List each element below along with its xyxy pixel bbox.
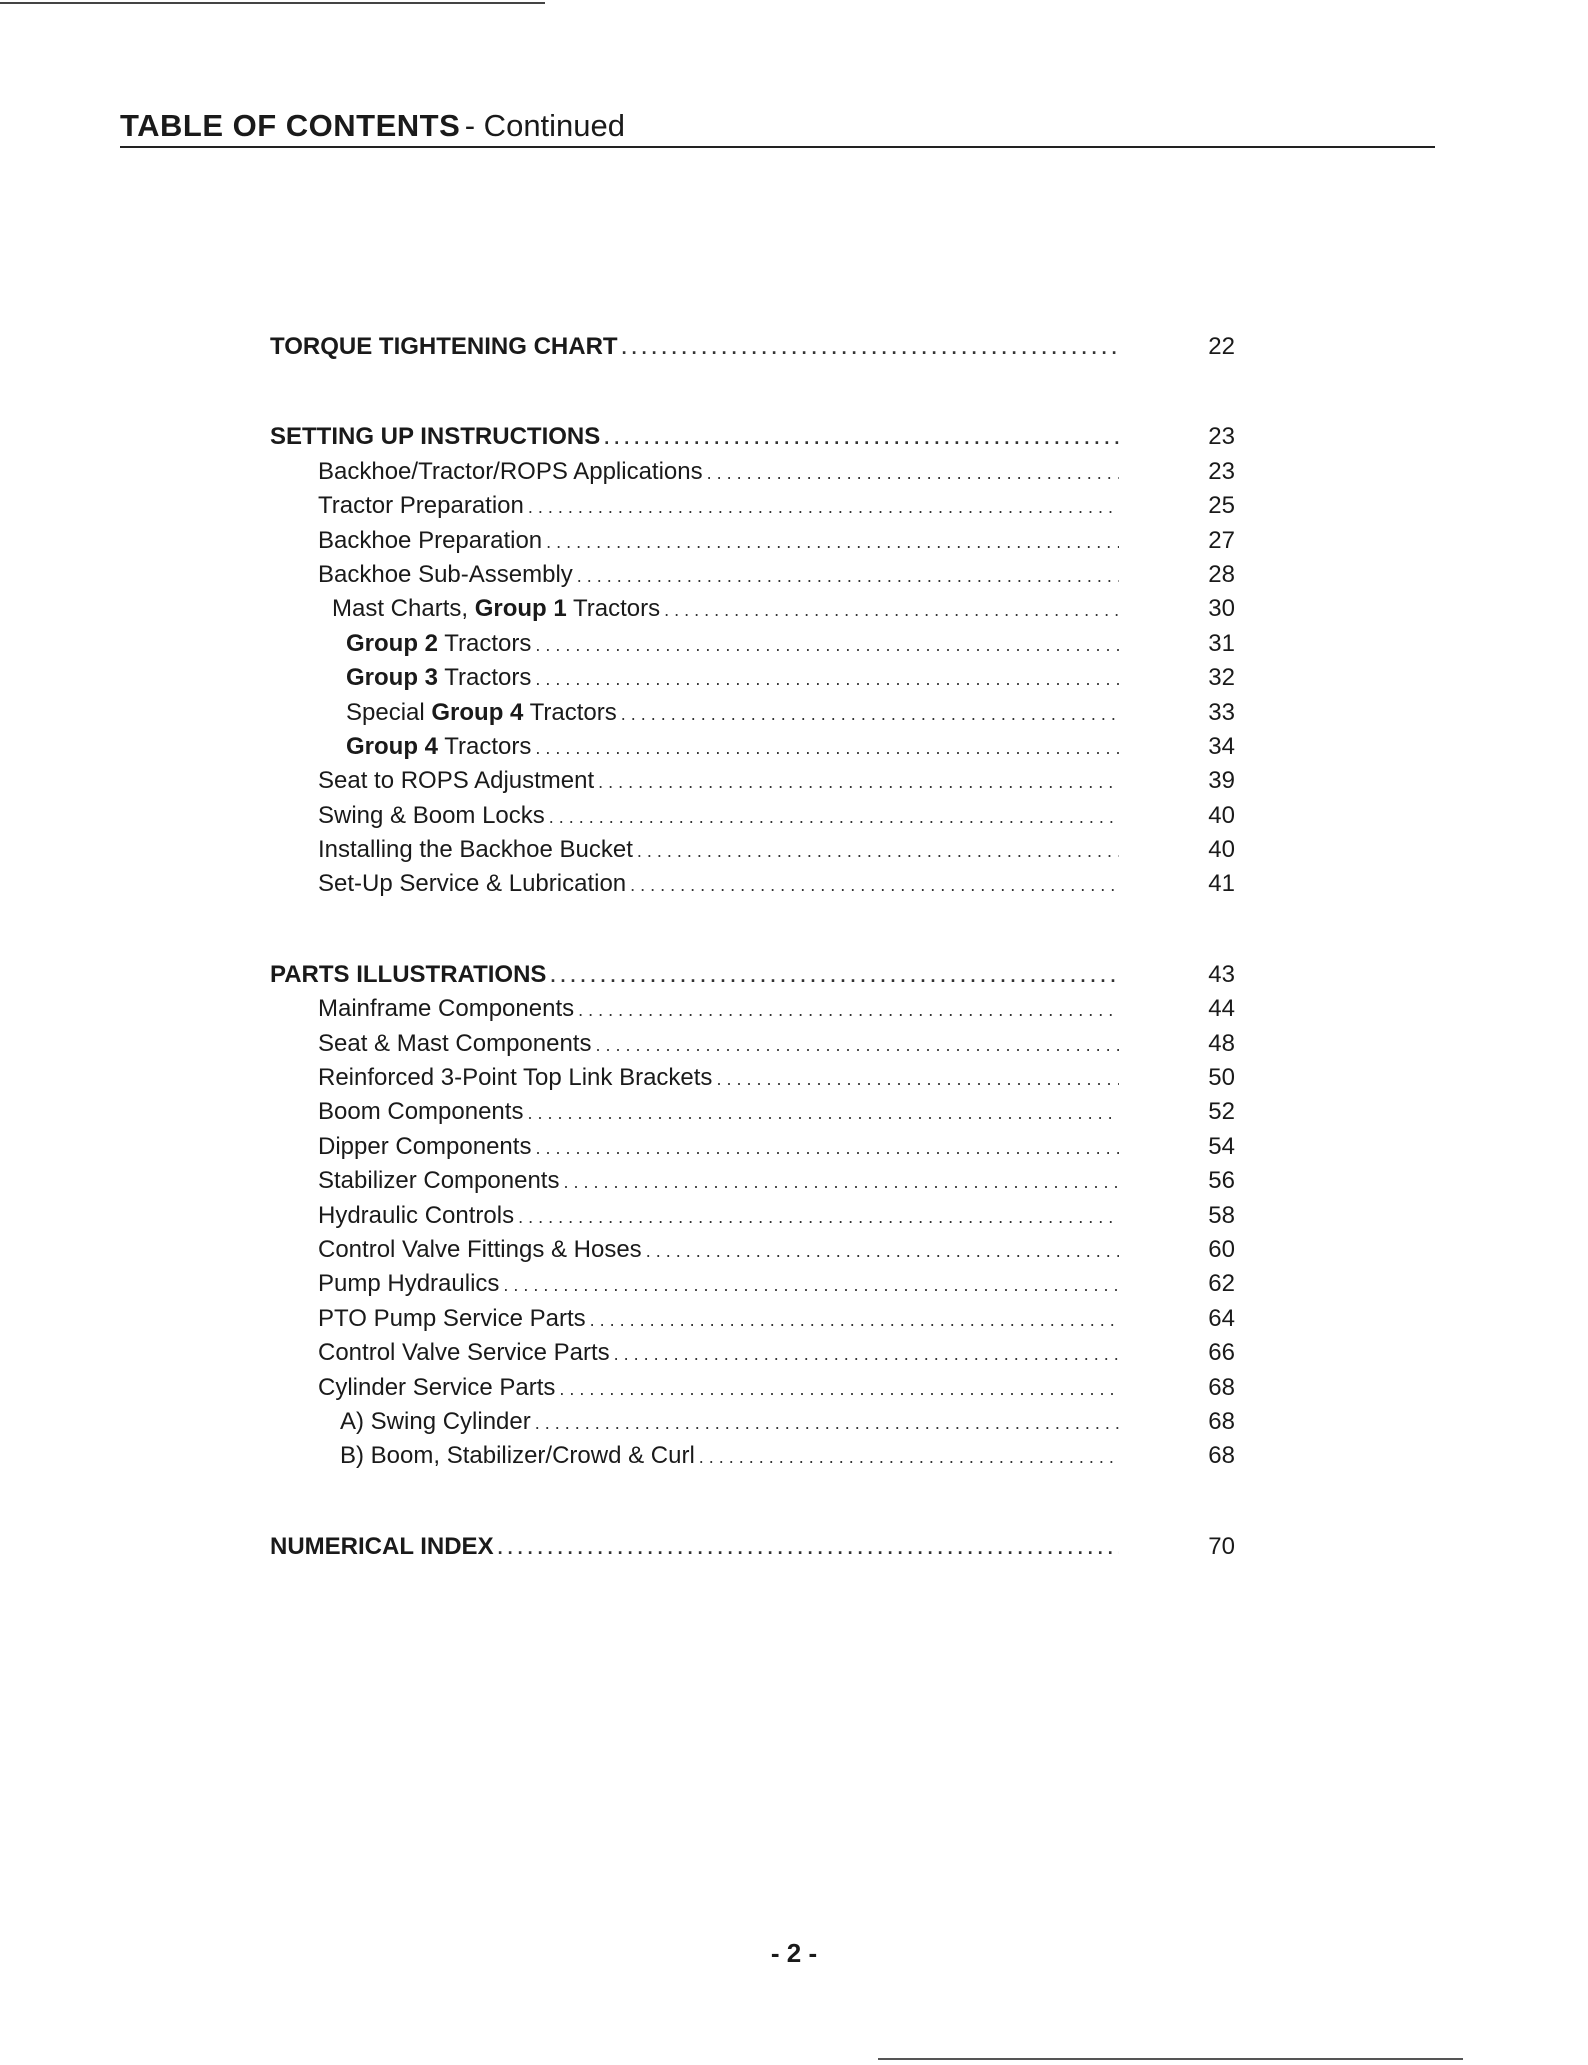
toc-entry-label bbox=[346, 696, 617, 730]
toc-entry bbox=[270, 1371, 1235, 1405]
toc-entry-label: Boom Components bbox=[318, 1098, 524, 1126]
toc-entry-label: Pump Hydraulics bbox=[318, 1270, 500, 1298]
dot-leader bbox=[546, 525, 1119, 559]
toc-entry bbox=[270, 1336, 1235, 1370]
toc-entry bbox=[270, 1027, 1235, 1061]
dot-leader bbox=[577, 559, 1119, 593]
toc-entry-label: Backhoe Sub-Assembly bbox=[318, 560, 573, 588]
dot-leader bbox=[535, 1406, 1119, 1440]
toc-entry bbox=[270, 661, 1235, 695]
toc-page-number: 39 bbox=[1208, 767, 1235, 795]
toc-page-number: 27 bbox=[1208, 526, 1235, 554]
toc-section-torque bbox=[270, 330, 1235, 364]
toc-entry bbox=[270, 455, 1235, 489]
label-suffix: Tractors bbox=[438, 732, 532, 760]
toc-section-parts bbox=[270, 958, 1235, 1474]
dot-leader bbox=[622, 331, 1119, 365]
label-group: Group 2 bbox=[346, 629, 439, 657]
toc-page-number: 64 bbox=[1208, 1304, 1235, 1332]
label-suffix: Tractors bbox=[438, 629, 532, 657]
label-group: Group 4 bbox=[431, 698, 524, 726]
toc-page-number: 62 bbox=[1208, 1270, 1235, 1298]
dot-leader bbox=[604, 421, 1119, 455]
toc-entry-label: Cylinder Service Parts bbox=[318, 1373, 556, 1401]
toc-entry-label bbox=[346, 661, 531, 695]
toc-entry-label: Backhoe Preparation bbox=[318, 526, 543, 554]
toc-page-number: 60 bbox=[1208, 1235, 1235, 1263]
dot-leader bbox=[590, 1303, 1119, 1337]
dot-leader bbox=[621, 697, 1119, 731]
toc-entry bbox=[270, 1061, 1235, 1095]
scan-edge-top bbox=[0, 2, 545, 4]
toc-entry bbox=[270, 799, 1235, 833]
toc-entry-label: Seat to ROPS Adjustment bbox=[318, 767, 595, 795]
toc-page-number: 34 bbox=[1208, 732, 1235, 760]
dot-leader bbox=[550, 959, 1119, 993]
toc-page-number: 44 bbox=[1208, 995, 1235, 1023]
toc-page-number: 31 bbox=[1208, 629, 1235, 657]
dot-leader bbox=[527, 1096, 1119, 1130]
toc-entry-label: Seat & Mast Components bbox=[318, 1029, 592, 1057]
dot-leader bbox=[518, 1200, 1119, 1234]
dot-leader bbox=[614, 1337, 1119, 1371]
dot-leader bbox=[535, 1131, 1119, 1165]
dot-leader bbox=[498, 1531, 1119, 1565]
toc-page-number: 68 bbox=[1208, 1407, 1235, 1435]
toc-entry bbox=[270, 867, 1235, 901]
toc-page-number: 23 bbox=[1208, 457, 1235, 485]
toc-entry-label: Dipper Components bbox=[318, 1132, 532, 1160]
table-of-contents bbox=[270, 330, 1235, 1620]
dot-leader bbox=[707, 456, 1119, 490]
toc-page-number: 66 bbox=[1208, 1339, 1235, 1367]
toc-entry bbox=[270, 992, 1235, 1026]
toc-page-number: 58 bbox=[1208, 1201, 1235, 1229]
toc-entry bbox=[270, 833, 1235, 867]
toc-page-number: 23 bbox=[1208, 423, 1235, 451]
toc-entry bbox=[270, 1302, 1235, 1336]
scan-edge-bottom bbox=[878, 2058, 1463, 2060]
toc-heading bbox=[270, 1530, 1235, 1564]
page-title: TABLE OF CONTENTS bbox=[120, 108, 461, 143]
dot-leader bbox=[535, 662, 1119, 696]
toc-page-number: 33 bbox=[1208, 698, 1235, 726]
toc-page-number: 68 bbox=[1208, 1442, 1235, 1470]
label-suffix: Tractors bbox=[438, 664, 532, 692]
toc-page-number: 32 bbox=[1208, 664, 1235, 692]
dot-leader bbox=[535, 628, 1119, 662]
toc-page-number: 56 bbox=[1208, 1167, 1235, 1195]
label-group: Group 1 bbox=[474, 595, 567, 623]
toc-page-number: 43 bbox=[1208, 960, 1235, 988]
toc-page-number: 54 bbox=[1208, 1132, 1235, 1160]
toc-page-number: 50 bbox=[1208, 1064, 1235, 1092]
toc-entry-label: Control Valve Fittings & Hoses bbox=[318, 1235, 642, 1263]
toc-entry-label: Stabilizer Components bbox=[318, 1167, 560, 1195]
toc-entry bbox=[270, 1439, 1235, 1473]
toc-entry bbox=[270, 764, 1235, 798]
toc-entry-label: B) Boom, Stabilizer/Crowd & Curl bbox=[340, 1442, 695, 1470]
toc-heading-label: NUMERICAL INDEX bbox=[270, 1532, 494, 1560]
label-prefix: Special bbox=[346, 698, 432, 726]
toc-entry bbox=[270, 696, 1235, 730]
toc-entry bbox=[270, 1095, 1235, 1129]
toc-heading-label: PARTS ILLUSTRATIONS bbox=[270, 960, 547, 988]
toc-entry bbox=[270, 558, 1235, 592]
toc-entry bbox=[270, 1267, 1235, 1301]
toc-page-number: 28 bbox=[1208, 560, 1235, 588]
toc-entry-label: Swing & Boom Locks bbox=[318, 801, 545, 829]
toc-heading bbox=[270, 330, 1235, 364]
toc-entry-label: Tractor Preparation bbox=[318, 492, 524, 520]
page-number: - 2 - bbox=[770, 1938, 818, 1968]
toc-entry-label: A) Swing Cylinder bbox=[340, 1407, 531, 1435]
toc-page-number: 40 bbox=[1208, 801, 1235, 829]
dot-leader bbox=[630, 868, 1119, 902]
dot-leader bbox=[664, 593, 1119, 627]
label-prefix: Mast Charts, bbox=[332, 595, 475, 623]
toc-entry bbox=[270, 489, 1235, 523]
toc-entry-label: Reinforced 3-Point Top Link Brackets bbox=[318, 1064, 713, 1092]
dot-leader bbox=[637, 834, 1119, 868]
dot-leader bbox=[716, 1062, 1119, 1096]
toc-page-number: 25 bbox=[1208, 492, 1235, 520]
toc-entry-label bbox=[346, 730, 531, 764]
dot-leader bbox=[646, 1234, 1119, 1268]
toc-entry-label: Control Valve Service Parts bbox=[318, 1339, 610, 1367]
toc-entry bbox=[270, 1130, 1235, 1164]
toc-page-number: 68 bbox=[1208, 1373, 1235, 1401]
toc-page-number: 41 bbox=[1208, 870, 1235, 898]
toc-section-numerical-index bbox=[270, 1530, 1235, 1564]
toc-entry bbox=[270, 524, 1235, 558]
toc-entry bbox=[270, 1233, 1235, 1267]
dot-leader bbox=[549, 800, 1119, 834]
page-header bbox=[120, 108, 1435, 148]
toc-heading bbox=[270, 958, 1235, 992]
toc-entry-label bbox=[346, 627, 531, 661]
dot-leader bbox=[563, 1165, 1119, 1199]
toc-page-number: 40 bbox=[1208, 836, 1235, 864]
toc-entry-label bbox=[332, 592, 660, 626]
toc-entry bbox=[270, 730, 1235, 764]
toc-entry-label: Set-Up Service & Lubrication bbox=[318, 870, 627, 898]
dot-leader bbox=[595, 1028, 1119, 1062]
toc-page-number: 30 bbox=[1208, 595, 1235, 623]
toc-heading-label: TORQUE TIGHTENING CHART bbox=[270, 333, 618, 360]
dot-leader bbox=[535, 731, 1119, 765]
label-suffix: Tractors bbox=[523, 698, 617, 726]
toc-section-setting-up bbox=[270, 420, 1235, 901]
toc-heading bbox=[270, 420, 1235, 454]
dot-leader bbox=[578, 993, 1119, 1027]
toc-page-number: 48 bbox=[1208, 1029, 1235, 1057]
toc-heading-label: SETTING UP INSTRUCTIONS bbox=[270, 423, 601, 451]
toc-entry bbox=[270, 592, 1235, 626]
page-subtitle: - Continued bbox=[464, 108, 626, 143]
toc-entry bbox=[270, 627, 1235, 661]
toc-entry bbox=[270, 1199, 1235, 1233]
toc-page-number: 52 bbox=[1208, 1098, 1235, 1126]
toc-entry-label: Hydraulic Controls bbox=[318, 1201, 515, 1229]
toc-page-number: 22 bbox=[1208, 333, 1235, 360]
label-group: Group 4 bbox=[346, 732, 439, 760]
toc-entry-label: Mainframe Components bbox=[318, 995, 575, 1023]
toc-entry-label: Backhoe/Tractor/ROPS Applications bbox=[318, 457, 703, 485]
dot-leader bbox=[503, 1268, 1119, 1302]
dot-leader bbox=[699, 1440, 1119, 1474]
dot-leader bbox=[528, 490, 1119, 524]
toc-entry bbox=[270, 1164, 1235, 1198]
toc-entry bbox=[270, 1405, 1235, 1439]
dot-leader bbox=[598, 765, 1119, 799]
label-suffix: Tractors bbox=[566, 595, 661, 623]
label-group: Group 3 bbox=[346, 664, 439, 692]
toc-page-number: 70 bbox=[1208, 1532, 1235, 1560]
toc-entry-label: Installing the Backhoe Bucket bbox=[318, 836, 633, 864]
toc-entry-label: PTO Pump Service Parts bbox=[318, 1304, 586, 1332]
dot-leader bbox=[559, 1372, 1119, 1406]
